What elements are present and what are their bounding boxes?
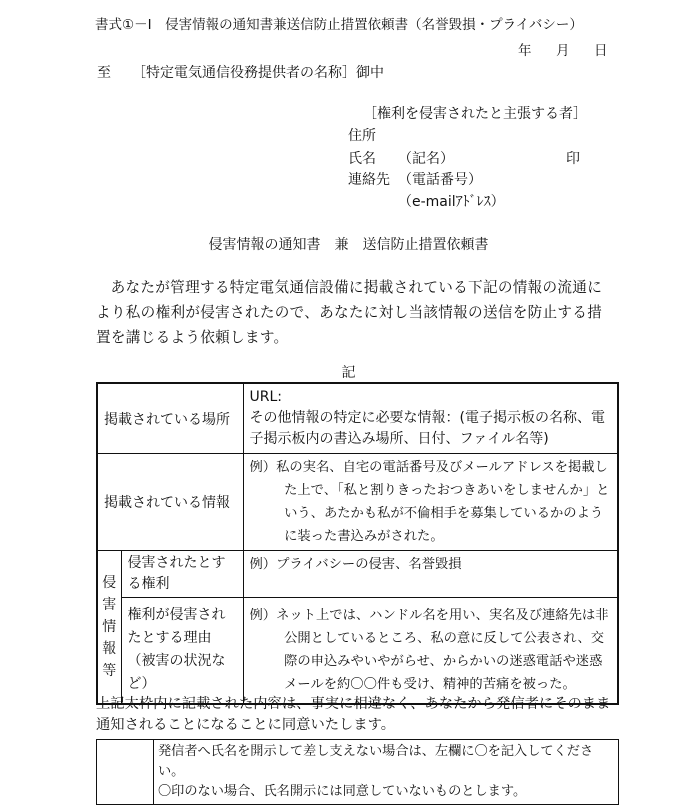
- disclosure-mark-box[interactable]: [97, 740, 154, 805]
- email-note: （e-mailｱﾄﾞﾚｽ）: [398, 194, 505, 210]
- location-other-info: その他情報の特定に必要な情報：(電子掲示板の名称、電子掲示板内の書込み場所、日付、ファイル名等): [249, 410, 605, 447]
- contact-label: 連絡先: [348, 172, 390, 188]
- location-cell: [243, 383, 618, 454]
- right-example-cell: [243, 551, 618, 598]
- reason-example: 例）ネット上では、ハンドル名を用い、実名及び連絡先は非公開としているところ、私の意に反して公表され、交際の申込みやいやがらせ、からかいの迷惑電話や迷惑メールを約〇〇件も受け、精神的苦痛を被った。: [249, 608, 609, 693]
- provider-name: ［特定電気通信役務提供者の名称］御中: [132, 65, 384, 81]
- right-example: 例）プライバシーの侵害、名誉毀損: [249, 557, 462, 572]
- disclosure-line-1: 発信者へ氏名を開示して差し支えない場合は、左欄に〇を記入してください。: [158, 744, 594, 779]
- group-label: [97, 551, 121, 704]
- to-label: 至: [97, 65, 111, 81]
- disclosure-table: [96, 739, 619, 805]
- disclosure-line-2: 〇印のない場合、氏名開示には同意していないものとします。: [158, 784, 527, 799]
- location-url-label: URL:: [249, 389, 282, 405]
- form-id: 書式①－Ⅰ 侵害情報の通知書兼送信防止措置依頼書（名誉毀損・プライバシー）: [95, 17, 583, 33]
- reason-row: [97, 598, 618, 704]
- reason-label: 権利が侵害されたとする理由（被害の状況など）: [121, 598, 243, 704]
- right-row: [97, 551, 618, 598]
- group-label-char: 侵: [102, 574, 117, 591]
- reason-example-cell: [243, 598, 618, 704]
- disclosure-row: [97, 740, 619, 805]
- name-note: （記名）: [398, 151, 454, 167]
- agreement-statement: 上記太枠内に記載された内容は、事実に相違なく、あなたから発信者にそのまま通知されることになることに同意いたします。: [96, 696, 611, 733]
- info-example: 例）私の実名、自宅の電話番号及びメールアドレスを掲載した上で、「私と割りきったおつきあいをしませんか」という、あたかも私が不倫相手を募集しているかのように装った書込みがされた。: [249, 460, 610, 544]
- address-label: 住所: [348, 128, 376, 144]
- group-label-char: 報: [102, 640, 117, 657]
- info-example-cell: [243, 454, 618, 551]
- document-title: 侵害情報の通知書 兼 送信防止措置依頼書: [208, 237, 489, 253]
- disclosure-text-cell: [154, 740, 619, 805]
- info-label: 掲載されている情報: [97, 454, 243, 551]
- location-label: 掲載されている場所: [97, 383, 243, 454]
- phone-note: （電話番号）: [398, 172, 482, 188]
- ki-heading: 記: [341, 365, 356, 381]
- location-row: [97, 383, 618, 454]
- info-row: [97, 454, 618, 551]
- date-day-label: 日: [594, 43, 608, 59]
- name-label: 氏名: [348, 151, 376, 167]
- infringement-table: [96, 382, 619, 705]
- group-label-char: 等: [102, 662, 117, 679]
- date-month-label: 月: [556, 43, 570, 59]
- right-label: 侵害されたとする権利: [121, 551, 243, 598]
- claimant-heading: ［権利を侵害されたと主張する者］: [363, 106, 587, 122]
- group-label-char: 害: [102, 596, 117, 613]
- body-paragraph: あなたが管理する特定電気通信設備に掲載されている下記の情報の流通により私の権利が侵害されたので、あなたに対し当該情報の送信を防止する措置を講じるよう依頼します。: [96, 279, 603, 346]
- group-label-char: 情: [102, 618, 117, 635]
- seal-mark: 印: [566, 151, 580, 167]
- date-year-label: 年: [518, 43, 532, 59]
